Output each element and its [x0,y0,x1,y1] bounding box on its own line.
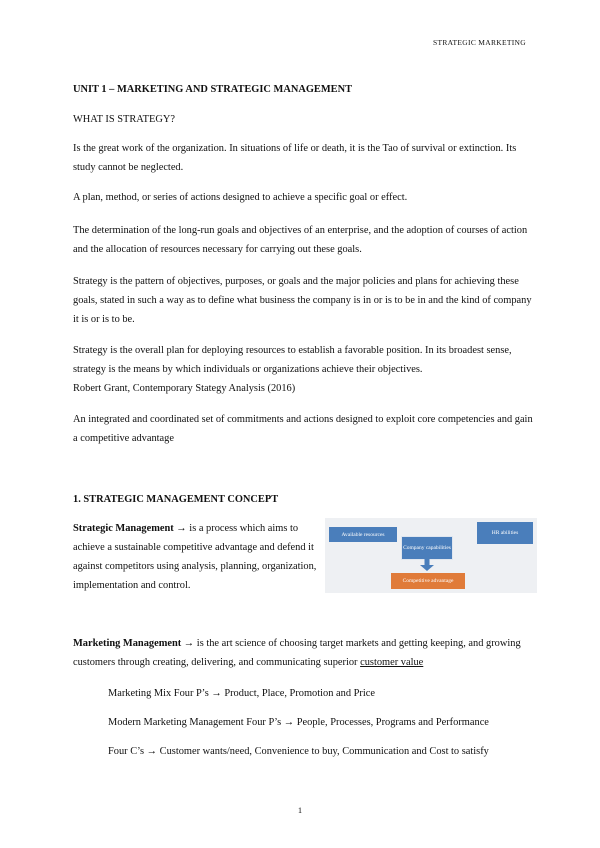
strategic-management-paragraph [73,519,318,595]
definition-1: Is the great work of the organization. In situations of life or death, it is the Tao of survival or extinction. Its study cannot be neglected. [73,143,517,173]
definition-5-source: Robert Grant, Contemporary Stategy Analysis (2016) [73,383,296,394]
competitive-advantage-box: Competitive advantage [391,573,465,589]
available-resources-box: Available resources [329,527,397,542]
marketing-management-term: Marketing Management → [73,638,195,649]
hr-abilities-box: HR abilities [477,522,533,544]
list-item-marketing-mix: Marketing Mix Four P’s → Product, Place, Promotion and Price [108,688,375,699]
definition-5: Strategy is the overall plan for deploying resources to establish a favorable position. In its broadest sense, strategy is the means by which individuals or organizations achieve their objectives. [73,345,512,375]
definition-2: A plan, method, or series of actions designed to achieve a specific goal or effect. [73,192,408,203]
marketing-management-paragraph [73,634,543,672]
definition-6: An integrated and coordinated set of commitments and actions designed to exploit core competencies and gain a competitive advantage [73,414,533,444]
list-item-modern-marketing: Modern Marketing Management Four P’s → People, Processes, Programs and Performance [108,717,489,728]
section-question: WHAT IS STRATEGY? [73,114,175,125]
list-item-four-cs: Four C’s → Customer wants/need, Convenience to buy, Communication and Cost to satisfy [108,746,489,757]
customer-value-link: customer value [360,657,424,668]
strategy-diagram [325,518,537,593]
definition-4: Strategy is the pattern of objectives, purposes, or goals and the major policies and plans for achieving these goals, stated in such a way as to define what business the company is in or is to be in and the kind of company it is or is to be. [73,276,532,325]
strategic-management-text: is a process which aims to achieve a sustainable competitive advantage and defend it against competitors using analysis, planning, organization, implementation and control. [73,523,317,591]
down-arrow-icon [420,559,434,571]
unit-title: UNIT 1 – MARKETING AND STRATEGIC MANAGEMENT [73,84,353,95]
marketing-management-text: is the art science of choosing target markets and getting keeping, and growing customers through creating, delivering, and communicating superior [73,638,521,668]
page-number: 1 [297,805,303,815]
strategic-management-term: Strategic Management → [73,523,187,534]
section-heading: 1. STRATEGIC MANAGEMENT CONCEPT [73,494,279,505]
running-header: STRATEGIC MARKETING [433,38,526,47]
definition-3: The determination of the long-run goals and objectives of an enterprise, and the adoption of courses of action and the allocation of resources necessary for carrying out these goals. [73,225,528,255]
company-capabilities-box: Company capabilities [401,536,453,560]
